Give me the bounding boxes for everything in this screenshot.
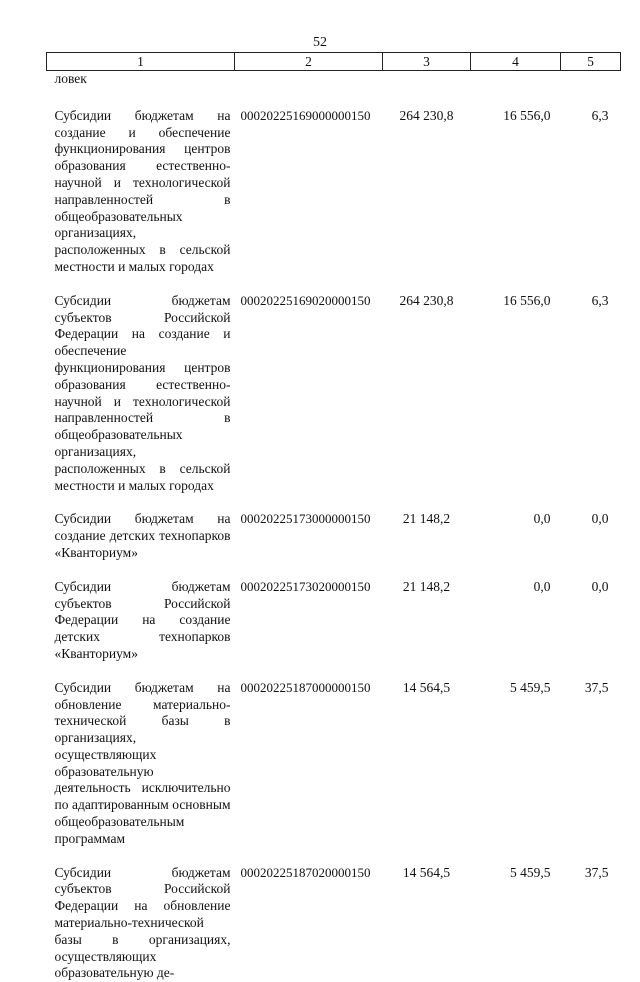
column-header-4: 4 xyxy=(471,53,561,71)
row-executed: 5 459,5 xyxy=(510,864,551,880)
column-header-5: 5 xyxy=(561,53,621,71)
row-executed: 16 556,0 xyxy=(503,107,551,123)
table-row xyxy=(47,91,621,276)
row-percent: 37,5 xyxy=(584,864,609,880)
row-total: 21 148,2 xyxy=(402,511,451,527)
row-code: 00020225169000000150 xyxy=(240,107,371,123)
row-total: 14 564,5 xyxy=(402,864,451,880)
row-total: 21 148,2 xyxy=(402,578,451,594)
row-name: Субсидии бюджетам на обновление материально-технической базы в организациях, осуществляющих образовательную деятельность исключительно по адаптированным основным общеобразовательным программам xyxy=(54,679,231,846)
table-row xyxy=(47,494,621,561)
row-percent: 0,0 xyxy=(591,578,609,594)
row-percent: 0,0 xyxy=(591,511,609,527)
table-row xyxy=(47,276,621,495)
row-total: 264 230,8 xyxy=(399,107,454,123)
row-executed: 0,0 xyxy=(533,511,551,527)
column-header-1: 1 xyxy=(47,53,235,71)
table-row xyxy=(47,663,621,848)
row-name: Субсидии бюджетам субъектов Российской Федерации на обновление материально-технической базы в организациях, осуществляющих образовательную де- xyxy=(54,864,231,981)
row-executed: 0,0 xyxy=(533,578,551,594)
row-total: 264 230,8 xyxy=(399,292,454,308)
table-row xyxy=(47,848,621,982)
row-code: 00020225173000000150 xyxy=(240,511,371,527)
table-row xyxy=(47,562,621,663)
continuation-text: ловек xyxy=(54,71,87,86)
row-name: Субсидии бюджетам субъектов Российской Федерации на создание детских технопарков «Кванториум» xyxy=(54,578,231,661)
row-percent: 6,3 xyxy=(591,292,609,308)
budget-table xyxy=(46,52,621,982)
row-percent: 37,5 xyxy=(584,679,609,695)
row-name: Субсидии бюджетам субъектов Российской Федерации на создание и обеспечение функционирования центров образования естественно-научной и технологической направленностей в общеобразовательных организациях, расположенных в сельской местности и малых городах xyxy=(54,292,231,493)
table-header xyxy=(47,53,621,71)
row-code: 00020225173020000150 xyxy=(240,578,371,594)
row-code: 00020225169020000150 xyxy=(240,292,371,308)
row-code: 00020225187000000150 xyxy=(240,679,371,695)
column-header-2: 2 xyxy=(235,53,383,71)
row-code: 00020225187020000150 xyxy=(240,864,371,880)
row-total: 14 564,5 xyxy=(402,679,451,695)
row-executed: 5 459,5 xyxy=(510,679,551,695)
page-number: 52 xyxy=(313,35,327,50)
row-name: Субсидии бюджетам на создание детских технопарков «Кванториум» xyxy=(54,511,231,560)
row-executed: 16 556,0 xyxy=(503,292,551,308)
column-header-3: 3 xyxy=(383,53,471,71)
continuation-row xyxy=(47,71,621,91)
row-percent: 6,3 xyxy=(591,107,609,123)
row-name: Субсидии бюджетам на создание и обеспечение функционирования центров образования естественно-научной и технологической направленностей в общеобразовательных организациях, расположенных в сельской местности и малых городах xyxy=(54,107,231,274)
